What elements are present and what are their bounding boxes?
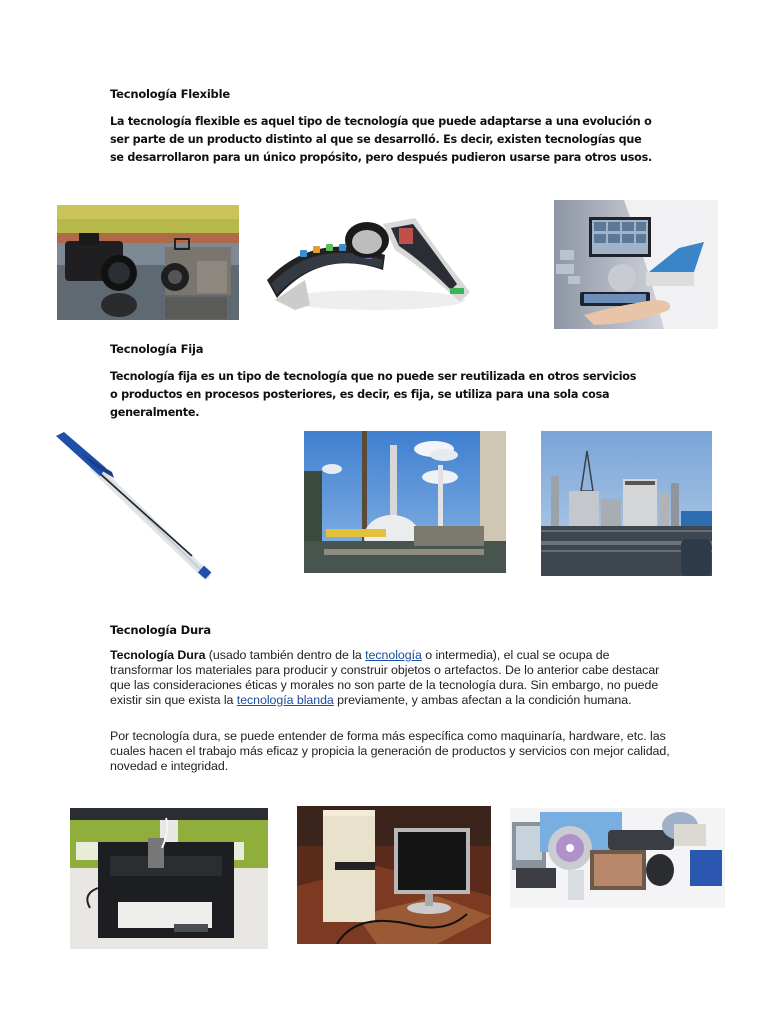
section-heading-flexible: Tecnología Flexible [110,87,230,101]
image-industrial-plant [541,431,712,576]
image-hand-devices [554,200,718,329]
section-heading-fija: Tecnología Fija [110,342,204,356]
image-refinery [304,431,506,573]
link-tecnologia-blanda[interactable]: tecnología blanda [236,693,334,707]
image-pen [54,432,214,582]
paragraph-fija: Tecnología fija es un tipo de tecnología que no puede ser reutilizada en otros servicios o productos en procesos posteriores, es decir, es fija, se utiliza para una sola cosa generalmente. [110,370,637,419]
bold-lead-term: Tecnología Dura [110,648,206,662]
link-tecnologia[interactable]: tecnología [365,648,422,662]
paragraph-flexible: La tecnología flexible es aquel tipo de tecnología que puede adaptarse a una evolución o ser parte de un producto distinto al que se desarrolló. Es decir, existen tecnologías que se desarrollaron para un único propósito, pero después pudieron usarse para otros usos. [110,115,652,164]
image-desktop-computer [297,806,491,944]
paragraph-dura-2: Por tecnología dura, se puede entender de forma más específica como maquinaría, hardware, etc. las cuales hacen el trabajo más eficaz y propicia la generación de productos y servicios con mejor calidad, novedad e integridad. [110,729,670,773]
image-3d-printer [70,808,268,949]
image-flexible-phones [265,210,473,315]
paragraph-dura-1: Tecnología Dura (usado también dentro de la tecnología o intermedia), el cual se ocupa de transformar los materiales para producir y construir objetos o artefactos. De lo anterior cabe destacar que las consideraciones éticas y morales no son parte de la tecnología dura. Sin embargo, no puede existir sin que exista la tecnología blanda previamente, y ambas afectan a la condición humana. [110,648,660,707]
image-cameras [57,205,239,320]
section-heading-dura: Tecnología Dura [110,623,211,637]
image-hardware-collection [510,808,725,908]
